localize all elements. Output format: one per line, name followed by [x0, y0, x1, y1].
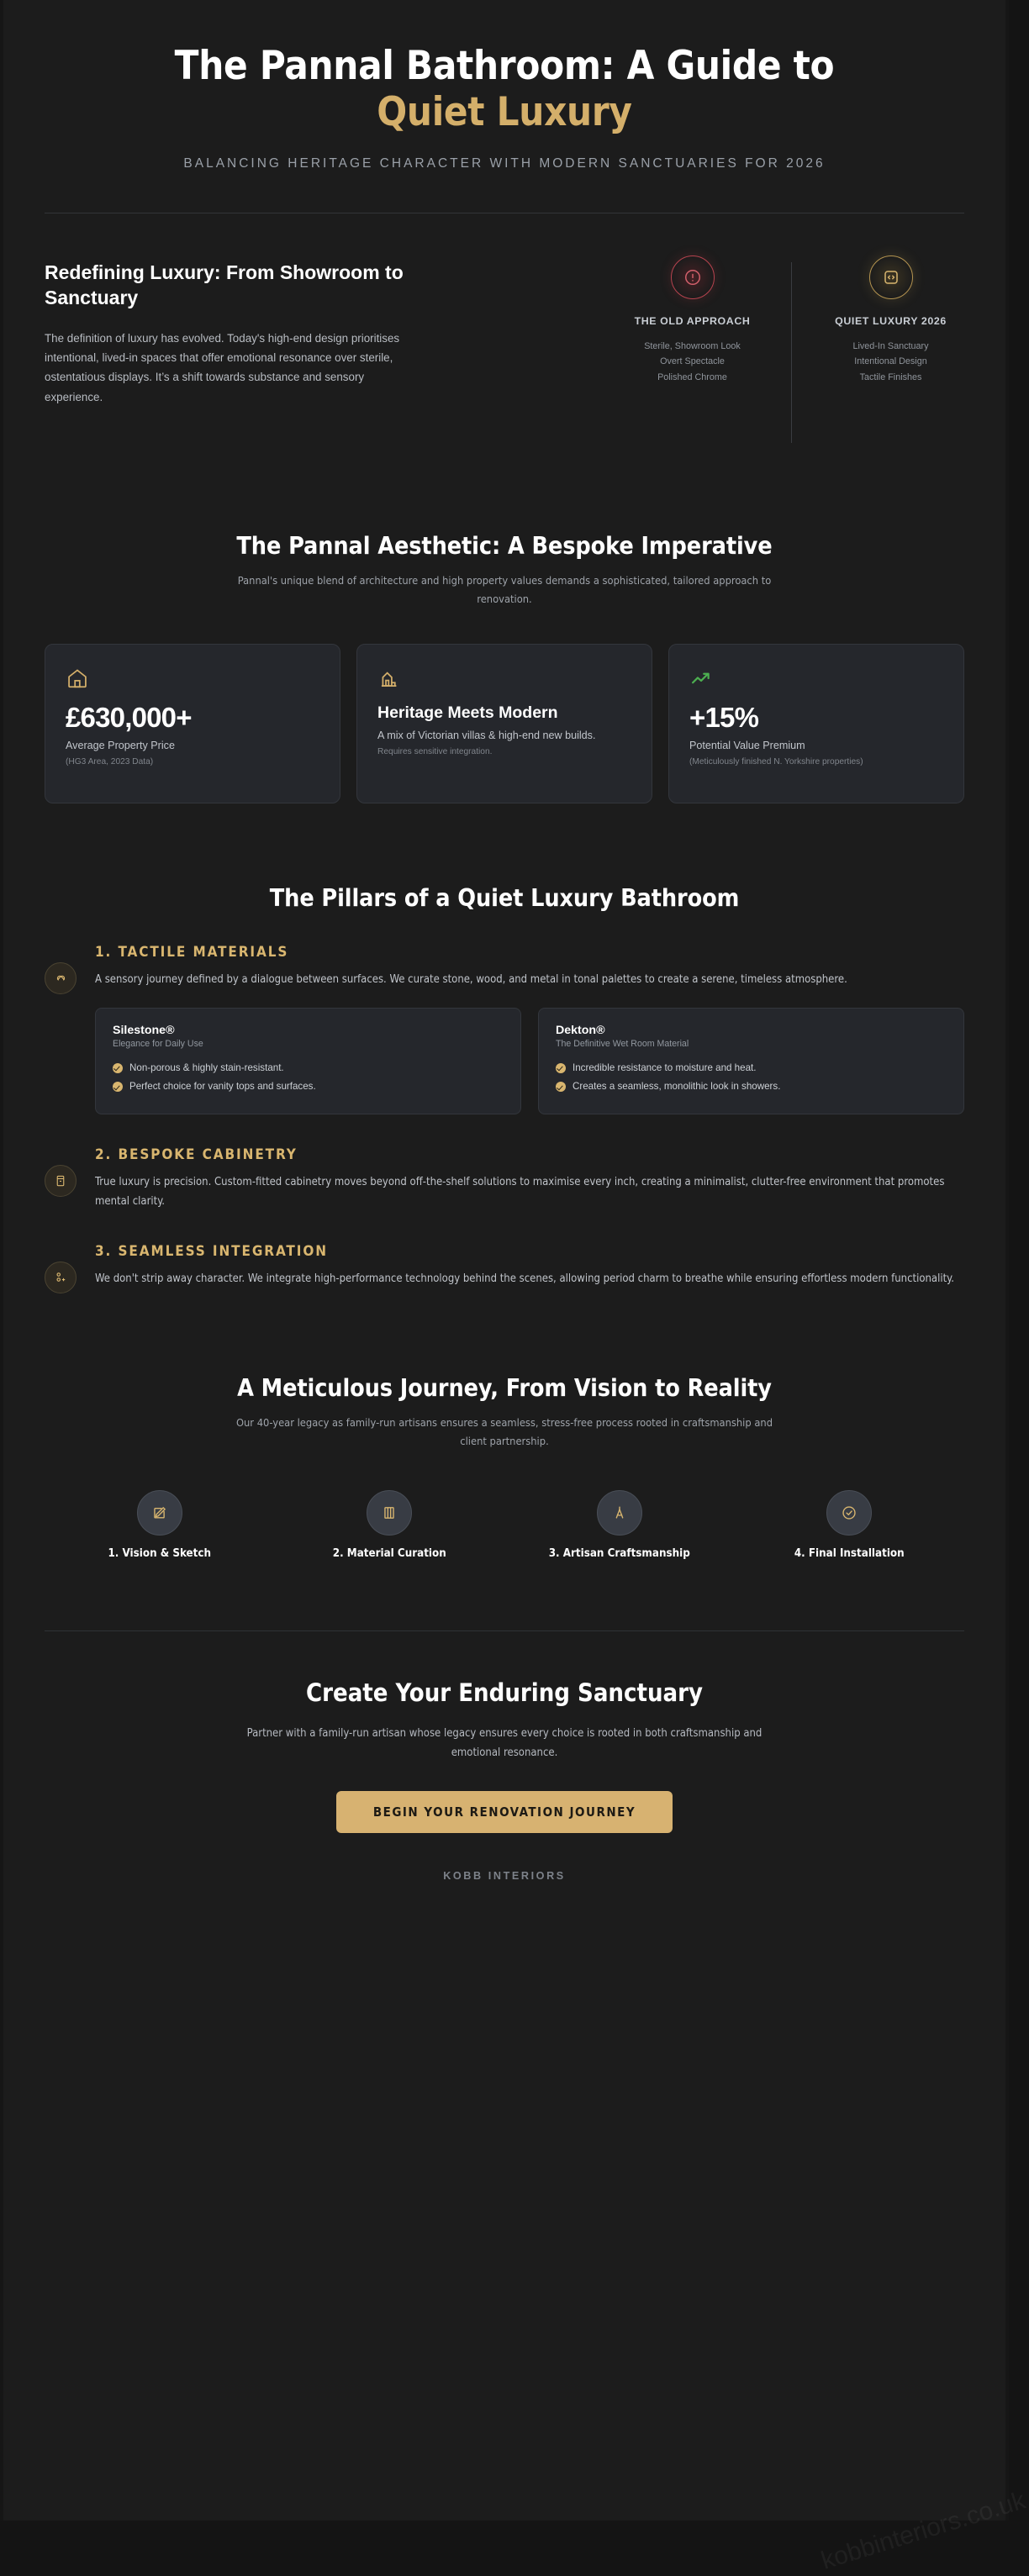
hero-section: [45, 0, 964, 213]
list-item: Polished Chrome: [657, 371, 727, 382]
pillar-text: True luxury is precision. Custom-fitted cabinetry moves beyond off-the-shelf solutions to maximise every inch, creating a minimalist, clutter-free environment that promotes mental clarity.: [95, 1176, 945, 1209]
page-title: [45, 44, 964, 135]
material-card-dekton: [538, 1008, 964, 1114]
redefining-heading: Redefining Luxury: From Showroom to Sanctuary: [45, 261, 404, 308]
comparison-new-title: QUIET LUXURY 2026: [835, 315, 947, 328]
material-cards: [95, 1008, 964, 1114]
pillar-title: 3. SEAMLESS INTEGRATION: [95, 1243, 328, 1261]
pencil-square-icon: [137, 1490, 182, 1536]
material-bullets: [556, 1059, 947, 1097]
stat-label: A mix of Victorian villas & high-end new builds.: [377, 730, 596, 741]
journey-step-label: 1. Vision & Sketch: [108, 1547, 212, 1561]
list-item: Tactile Finishes: [859, 371, 922, 382]
brand-name: KOBB INTERIORS: [443, 1869, 566, 1882]
material-name: Silestone®: [113, 1023, 175, 1037]
journey-subheading: Our 40-year legacy as family-run artisans ensures a seamless, stress-free process rooted in craftsmanship and client partnership.: [235, 1417, 773, 1449]
stat-card-value-premium: [668, 644, 964, 803]
stat-card-heritage: [356, 644, 652, 803]
pillar-title: 1. TACTILE MATERIALS: [95, 943, 289, 961]
material-bullets: [113, 1059, 504, 1097]
home-icon: [66, 666, 319, 692]
redefining-luxury-section: [45, 213, 964, 451]
journey-step-vision-sketch: [45, 1490, 275, 1560]
pillar-tactile-materials: [45, 942, 964, 1114]
journey-step-material-curation: [275, 1490, 505, 1560]
material-subtitle: Elegance for Daily Use: [113, 1038, 203, 1049]
pillar-seamless-integration: [45, 1241, 964, 1293]
pillar-bespoke-cabinetry: [45, 1145, 964, 1211]
pillars-section: [45, 803, 964, 1294]
artisan-tool-icon: [597, 1490, 642, 1536]
pillar-text: We don't strip away character. We integrate high-performance technology behind the scenes, allowing period charm to breathe while ensuring effortless modern functionality.: [95, 1272, 954, 1286]
journey-step-final-installation: [735, 1490, 965, 1560]
pillar-title: 2. BESPOKE CABINETRY: [95, 1146, 298, 1164]
page-title-line1: The Pannal Bathroom: A Guide to: [174, 43, 835, 89]
bullet-text: Incredible resistance to moisture and heat.: [573, 1061, 757, 1073]
journey-section: [45, 1293, 964, 1631]
stat-cards: [45, 644, 964, 803]
alert-circle-icon: [671, 255, 715, 299]
journey-step-artisan-craftsmanship: [504, 1490, 735, 1560]
pannal-aesthetic-section: [45, 451, 964, 803]
check-icon: [556, 1082, 566, 1092]
journey-step-label: 2. Material Curation: [332, 1547, 446, 1561]
stat-label: Potential Value Premium: [689, 740, 805, 751]
comparison-quiet-luxury: [817, 255, 964, 385]
cta-body: Partner with a family-run artisan whose legacy ensures every choice is rooted in both craftsmanship and emotional resonance.: [246, 1727, 763, 1760]
columns-icon: [367, 1490, 412, 1536]
list-item: Sterile, Showroom Look: [644, 340, 741, 351]
cta-section: [45, 1631, 964, 1881]
list-item: Intentional Design: [854, 356, 927, 367]
list-item: Overt Spectacle: [660, 356, 725, 367]
check-icon: [113, 1063, 123, 1073]
page-title-line2: Quiet Luxury: [377, 88, 632, 135]
material-subtitle: The Definitive Wet Room Material: [556, 1038, 689, 1049]
redefining-text-column: [45, 252, 440, 451]
check-circle-icon: [826, 1490, 872, 1536]
stat-heading: Heritage Meets Modern: [377, 703, 558, 723]
list-item: [113, 1059, 504, 1078]
comparison-old-title: THE OLD APPROACH: [634, 315, 751, 328]
comparison-old-list: [631, 339, 754, 386]
check-icon: [556, 1063, 566, 1073]
journey-step-label: 4. Final Installation: [794, 1547, 905, 1561]
stat-note: Requires sensitive integration.: [377, 747, 493, 757]
page-subtitle: BALANCING HERITAGE CHARACTER WITH MODERN SANCTUARIES FOR 2026: [183, 156, 826, 171]
aesthetic-heading: The Pannal Aesthetic: A Bespoke Imperative: [236, 532, 773, 561]
material-card-silestone: [95, 1008, 521, 1114]
cta-heading: Create Your Enduring Sanctuary: [305, 1678, 703, 1708]
stat-note: (HG3 Area, 2023 Data): [66, 757, 154, 767]
journey-heading: A Meticulous Journey, From Vision to Reality: [237, 1374, 772, 1403]
list-item: [556, 1059, 947, 1078]
site-watermark: kobbinteriors.co.uk: [818, 2486, 1029, 2575]
comparison-divider: [791, 262, 792, 443]
list-item: Lived-In Sanctuary: [852, 340, 929, 351]
material-name: Dekton®: [556, 1023, 605, 1037]
integration-nodes-icon: [45, 1262, 77, 1293]
journey-step-label: 3. Artisan Craftsmanship: [548, 1547, 690, 1561]
redefining-body: The definition of luxury has evolved. Today's high-end design prioritises intentional, lived-in spaces that offer emotional resonance over sterile, ostentatious displays. It’s a shift towards substance and sensory experience.: [45, 331, 400, 403]
stat-card-property-price: [45, 644, 340, 803]
comparison-new-list: [829, 339, 952, 386]
stat-value: +15%: [689, 702, 759, 734]
knot-texture-icon: [45, 962, 77, 994]
begin-renovation-journey-button[interactable]: BEGIN YOUR RENOVATION JOURNEY: [336, 1791, 673, 1833]
comparison-old-approach: [619, 255, 766, 385]
stat-value: £630,000+: [66, 702, 192, 734]
bullet-text: Perfect choice for vanity tops and surfaces.: [129, 1081, 316, 1093]
pillars-heading: The Pillars of a Quiet Luxury Bathroom: [269, 883, 740, 912]
pillar-text: A sensory journey defined by a dialogue between surfaces. We curate stone, wood, and metal in tonal palettes to create a serene, timeless atmosphere.: [95, 972, 847, 986]
check-icon: [113, 1082, 123, 1092]
journey-steps: [45, 1490, 964, 1560]
stat-note: (Meticulously finished N. Yorkshire properties): [689, 757, 863, 767]
comparison-columns: [440, 252, 964, 451]
list-item: [556, 1077, 947, 1097]
code-brackets-icon: [869, 255, 913, 299]
aesthetic-subheading: Pannal's unique blend of architecture and high property values demands a sophisticated, tailored approach to renovation.: [237, 575, 772, 607]
trend-up-icon: [689, 666, 943, 692]
stat-label: Average Property Price: [66, 740, 175, 751]
cabinet-icon: [45, 1165, 77, 1197]
heritage-house-icon: [377, 666, 631, 692]
list-item: [113, 1077, 504, 1097]
bullet-text: Creates a seamless, monolithic look in showers.: [573, 1081, 781, 1093]
bullet-text: Non-porous & highly stain-resistant.: [129, 1061, 284, 1073]
